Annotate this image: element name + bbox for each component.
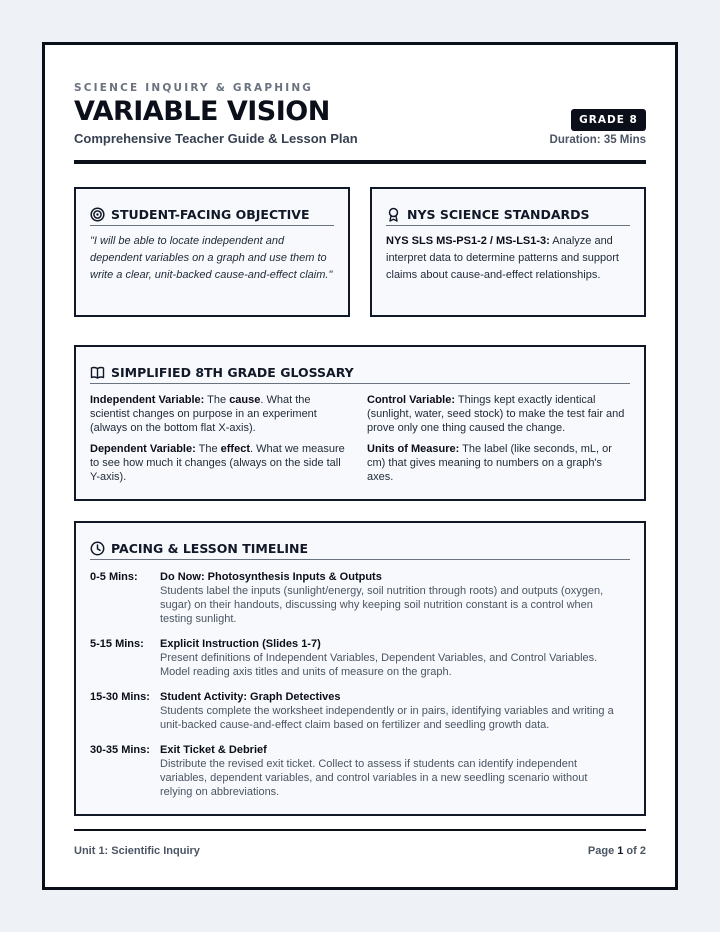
- clock-icon: [90, 541, 105, 556]
- footer-page-number: [588, 845, 646, 857]
- standards-description: Analyze and interpret data to determine patterns and support claims about cause-and-effect relationships.: [386, 235, 619, 281]
- timeline-title: Do Now: Photosynthesis Inputs & Outputs: [160, 571, 382, 583]
- timeline-description: Present definitions of Independent Variables, Dependent Variables, and Control Variables. Model reading axis titles and units of measure on the graph.: [160, 652, 598, 678]
- page-current: 1: [617, 845, 624, 857]
- grade-badge: GRADE 8: [571, 109, 646, 131]
- standards-code: NYS SLS MS-PS1-2 / MS-LS1-3:: [386, 235, 550, 247]
- glossary-heading: SIMPLIFIED 8TH GRADE GLOSSARY: [111, 364, 354, 380]
- timeline-title: Explicit Instruction (Slides 1-7): [160, 638, 321, 650]
- glossary-def: . What the scientist changes on purpose in an experiment (always on the bottom flat X-axis).: [90, 394, 317, 434]
- footer-unit: Unit 1: Scientific Inquiry: [74, 845, 200, 857]
- glossary-def: The: [204, 394, 230, 406]
- glossary-def: The: [195, 443, 221, 455]
- objective-text: "I will be able to locate independent and dependent variables on a graph and use them to write a clear, unit-backed cause-and-effect claim.": [90, 235, 333, 281]
- award-icon: [386, 207, 401, 222]
- timeline-description: Distribute the revised exit ticket. Collect to assess if students can identify independent variables, dependent variables, and control variables in a new seedling scenario without relying on abbreviations.: [160, 758, 588, 798]
- glossary-item-independent: [90, 393, 352, 435]
- glossary-def: Things kept exactly identical (sunlight, water, seed stock) to make the test fair and prove only one thing caused the change.: [367, 394, 625, 434]
- header-divider: [74, 160, 646, 164]
- book-icon: [90, 365, 105, 380]
- timeline-time: 0-5 Mins:: [90, 571, 138, 583]
- glossary-def: . What we measure to see how much it changes (always on the side tall Y-axis).: [90, 443, 345, 483]
- glossary-item-dependent: [90, 442, 352, 484]
- timeline-description: Students label the inputs (sunlight/energy, soil nutrition through roots) and outputs (oxygen, sugar) on their handouts, discussing why keeping soil nutrition constant is a control when testing sunlight.: [160, 585, 604, 625]
- glossary-header: [90, 361, 630, 384]
- glossary-item-control: [367, 393, 629, 435]
- glossary-emphasis: effect: [220, 443, 250, 455]
- timeline-title: Exit Ticket & Debrief: [160, 744, 267, 756]
- page-subtitle: Comprehensive Teacher Guide & Lesson Plan: [74, 131, 358, 146]
- glossary-term: Independent Variable:: [90, 394, 205, 406]
- timeline-time: 5-15 Mins:: [90, 638, 144, 650]
- pacing-card: [74, 521, 646, 816]
- glossary-term: Control Variable:: [367, 394, 456, 406]
- page-prefix: Page: [587, 845, 618, 857]
- standards-header: [386, 203, 630, 226]
- page-kicker: SCIENCE INQUIRY & GRAPHING: [74, 82, 314, 94]
- standards-card: [370, 187, 646, 317]
- pacing-heading: PACING & LESSON TIMELINE: [111, 540, 308, 556]
- glossary-emphasis: cause: [229, 394, 261, 406]
- objective-heading: STUDENT-FACING OBJECTIVE: [111, 206, 310, 222]
- pacing-header: [90, 537, 630, 560]
- timeline-time: 15-30 Mins:: [90, 691, 150, 703]
- duration-label: Duration: 35 Mins: [549, 134, 646, 146]
- timeline-time: 30-35 Mins:: [90, 744, 150, 756]
- glossary-def: The label (like seconds, mL, or cm) that gives meaning to numbers on a graph's axes.: [367, 443, 612, 483]
- objective-header: [90, 203, 334, 226]
- page-title: VARIABLE VISION: [74, 96, 330, 127]
- timeline-description: Students complete the worksheet independently or in pairs, identifying variables and writing a unit-backed cause-and-effect claim based on fertilizer and seedling growth data.: [160, 705, 614, 731]
- target-icon: [90, 207, 105, 222]
- footer-divider: [74, 829, 646, 831]
- glossary-term: Dependent Variable:: [90, 443, 196, 455]
- page-total: of 2: [623, 845, 646, 857]
- glossary-term: Units of Measure:: [367, 443, 460, 455]
- lesson-plan-page: [42, 42, 678, 890]
- glossary-card: [74, 345, 646, 501]
- standards-heading: NYS SCIENCE STANDARDS: [407, 206, 590, 222]
- glossary-item-units: [367, 442, 629, 484]
- objective-card: [74, 187, 350, 317]
- timeline-title: Student Activity: Graph Detectives: [160, 691, 341, 703]
- standards-text: [386, 233, 632, 284]
